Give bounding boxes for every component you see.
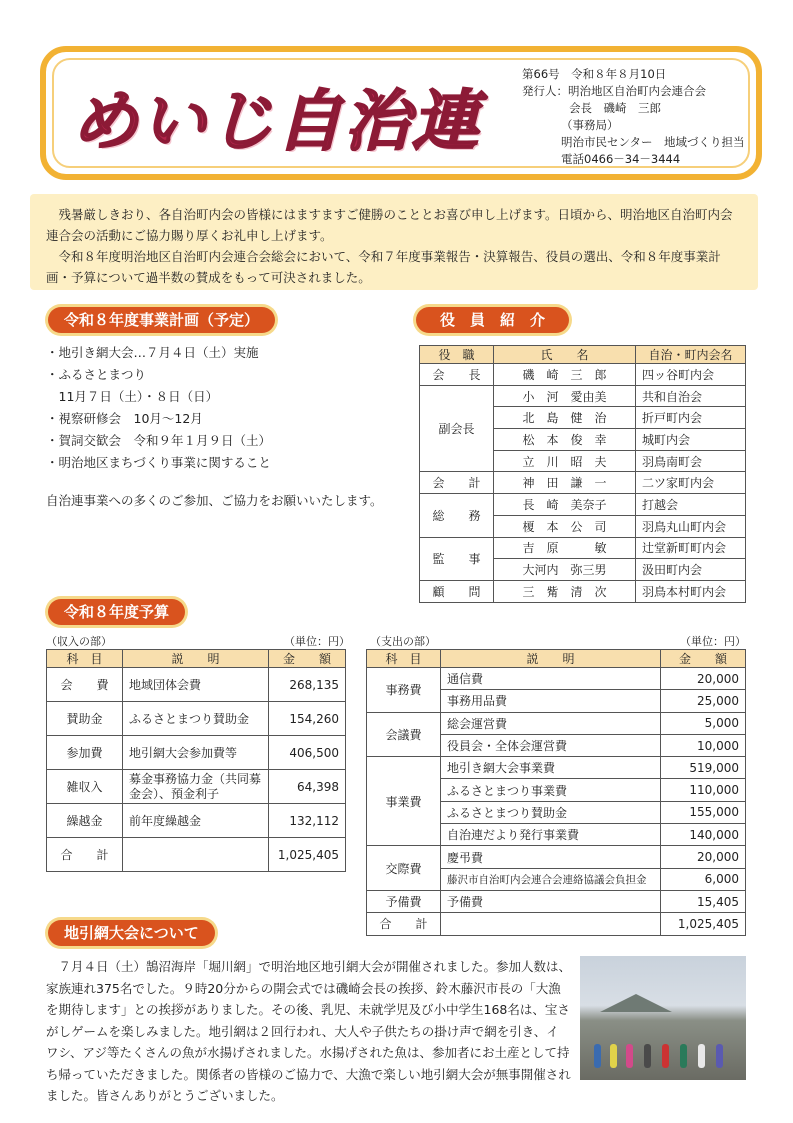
plan-item: ・明治地区まちづくり事業に関すること <box>46 455 271 470</box>
table-row <box>420 385 746 407</box>
col-item: 科 目 <box>367 650 441 668</box>
role-cell: 総 務 <box>420 494 494 537</box>
name-cell: 磯 崎 三 郎 <box>494 364 636 386</box>
office-center: 明治市民センター 地域づくり担当 <box>561 135 745 149</box>
assoc-cell: 汲田町内会 <box>636 559 746 581</box>
desc-cell: ふるさとまつり賛助金 <box>441 801 661 823</box>
amount-cell: 154,260 <box>269 702 346 736</box>
table-row <box>47 770 346 804</box>
plan-note: 自治連事業への多くのご参加、ご協力をお願いいたします。 <box>46 493 383 508</box>
table-row <box>420 494 746 516</box>
publisher: 明治地区自治町内会連合会 <box>568 84 706 98</box>
table-row <box>47 804 346 838</box>
table-row <box>420 472 746 494</box>
role-cell: 会 長 <box>420 364 494 386</box>
table-row <box>47 702 346 736</box>
expense-label: （支出の部） <box>370 635 436 648</box>
person-figure <box>698 1044 705 1068</box>
table-row <box>47 838 346 872</box>
expense-table <box>366 649 746 936</box>
table-row <box>367 712 746 734</box>
plan-item: ・賀詞交歓会 令和９年１月９日（土） <box>46 433 272 448</box>
income-unit: （単位：円） <box>284 635 350 648</box>
assoc-cell: 打越会 <box>636 494 746 516</box>
budget-heading: 令和８年度予算 <box>48 599 185 625</box>
intro-paragraph-1: 残暑厳しきおり、各自治町内会の皆様にはますますご健勝のこととお喜び申し上げます。日頃から、明治地区自治町内会連合会の活動にご協力賜り厚くお礼申し上げます。 <box>46 207 733 243</box>
col-item: 科 目 <box>47 650 123 668</box>
table-row <box>367 913 746 935</box>
person-figure <box>610 1044 617 1068</box>
total-amount: 1,025,405 <box>661 913 746 935</box>
desc-cell: ふるさとまつり賛助金 <box>123 702 269 736</box>
desc-cell <box>441 913 661 935</box>
plan-item: 11月７日（土）・８日（日） <box>46 389 219 404</box>
name-cell: 榎 本 公 司 <box>494 515 636 537</box>
item-cell: 参加費 <box>47 736 123 770</box>
officers-table <box>419 345 746 603</box>
item-cell: 事業費 <box>367 757 441 846</box>
table-row <box>420 580 746 602</box>
item-cell: 繰越金 <box>47 804 123 838</box>
item-cell: 賛助金 <box>47 702 123 736</box>
col-name: 氏 名 <box>494 346 636 364</box>
issue-number: 第66号 <box>522 67 560 81</box>
person-figure <box>644 1044 651 1068</box>
role-cell: 顧 問 <box>420 580 494 602</box>
assoc-cell: 羽鳥本村町内会 <box>636 580 746 602</box>
assoc-cell: 二ツ家町内会 <box>636 472 746 494</box>
col-desc: 説 明 <box>441 650 661 668</box>
plan-item: ・地引き網大会…７月４日（土）実施 <box>46 345 259 360</box>
col-desc: 説 明 <box>123 650 269 668</box>
name-cell: 立 川 昭 夫 <box>494 450 636 472</box>
total-amount: 1,025,405 <box>269 838 346 872</box>
assoc-cell: 四ッ谷町内会 <box>636 364 746 386</box>
desc-cell: 事務用品費 <box>441 690 661 712</box>
beach-photo <box>580 956 746 1080</box>
person-figure <box>626 1044 633 1068</box>
amount-cell: 155,000 <box>661 801 746 823</box>
name-cell: 神 田 謙 一 <box>494 472 636 494</box>
table-row <box>367 846 746 868</box>
plan-item: ・視察研修会 10月～12月 <box>46 411 203 426</box>
amount-cell: 10,000 <box>661 734 746 756</box>
plan-item: ・ふるさとまつり <box>46 367 147 382</box>
office: （事務局） <box>561 118 619 132</box>
item-cell: 予備費 <box>367 890 441 912</box>
desc-cell: 通信費 <box>441 668 661 690</box>
table-row <box>367 890 746 912</box>
intro-paragraph-2: 令和８年度明治地区自治町内会連合会総会において、令和７年度事業報告・決算報告、役員の選出、令和８年度事業計画・予算について過半数の賛成をもって可決されました。 <box>46 249 721 285</box>
total-label: 合 計 <box>367 913 441 935</box>
name-cell: 吉 原 敏 <box>494 537 636 559</box>
name-cell: 大河内 弥三男 <box>494 559 636 581</box>
name-cell: 小 河 愛由美 <box>494 385 636 407</box>
desc-cell: 地引網大会参加費等 <box>123 736 269 770</box>
name-cell: 三 觜 清 次 <box>494 580 636 602</box>
name-cell: 長 崎 美奈子 <box>494 494 636 516</box>
role-cell: 監 事 <box>420 537 494 580</box>
newsletter-logo: めいじ自治連 <box>72 83 480 160</box>
item-cell: 事務費 <box>367 668 441 713</box>
col-amount: 金 額 <box>269 650 346 668</box>
item-cell: 会 費 <box>47 668 123 702</box>
amount-cell: 110,000 <box>661 779 746 801</box>
assoc-cell: 共和自治会 <box>636 385 746 407</box>
item-cell: 交際費 <box>367 846 441 891</box>
person-figure <box>594 1044 601 1068</box>
amount-cell: 6,000 <box>661 868 746 890</box>
chair: 会長 磯崎 三郎 <box>569 101 661 115</box>
person-figure <box>662 1044 669 1068</box>
col-assoc: 自治・町内会名 <box>636 346 746 364</box>
assoc-cell: 羽鳥丸山町内会 <box>636 515 746 537</box>
table-row <box>367 757 746 779</box>
col-amount: 金 額 <box>661 650 746 668</box>
publisher-label: 発行人： <box>522 84 568 98</box>
assoc-cell: 羽鳥南町会 <box>636 450 746 472</box>
issue-date: 令和８年８月10日 <box>571 67 667 81</box>
office-phone: 電話0466－34－3444 <box>561 152 681 166</box>
name-cell: 北 島 健 治 <box>494 407 636 429</box>
masthead-info <box>522 66 745 168</box>
desc-cell: 募金事務協力金（共同募金会）、預金利子 <box>123 770 269 804</box>
amount-cell: 140,000 <box>661 824 746 846</box>
desc-cell: 藤沢市自治町内会連合会連絡協議会負担金 <box>441 868 661 890</box>
item-cell: 雑収入 <box>47 770 123 804</box>
assoc-cell: 折戸町内会 <box>636 407 746 429</box>
intro-box <box>30 194 758 290</box>
desc-cell: 慶弔費 <box>441 846 661 868</box>
total-label: 合 計 <box>47 838 123 872</box>
amount-cell: 20,000 <box>661 846 746 868</box>
table-row <box>47 736 346 770</box>
amount-cell: 519,000 <box>661 757 746 779</box>
report-heading: 地引網大会について <box>48 920 215 946</box>
plan-list <box>46 342 271 474</box>
table-row <box>367 668 746 690</box>
amount-cell: 268,135 <box>269 668 346 702</box>
income-table <box>46 649 346 872</box>
plan-heading: 令和８年度事業計画（予定） <box>48 307 275 333</box>
report-text: ７月４日（土）鵠沼海岸「堀川網」で明治地区地引網大会が開催されました。参加人数は、家族連れ375名でした。９時20分からの開会式では磯崎会長の挨拶、鈴木藤沢市長の「大漁を期待します」との挨拶がありました。その後、乳児、未就学児及び小中学生168名は、宝さがしゲームを楽しみました。地引網は２回行われ、大人や子供たちの掛け声で網を引き、イワシ、アジ等たくさんの魚が水揚げされました。水揚げされた魚は、参加者にお土産として持ち帰っていただきました。関係者の皆様のご協力で、大漁で楽しい地引網大会が無事開催されました。皆さんありがとうございました。 <box>46 959 572 1103</box>
role-cell: 副会長 <box>420 385 494 472</box>
desc-cell: 自治連だより発行事業費 <box>441 824 661 846</box>
amount-cell: 15,405 <box>661 890 746 912</box>
item-cell: 会議費 <box>367 712 441 757</box>
assoc-cell: 城町内会 <box>636 429 746 451</box>
desc-cell: 総会運営費 <box>441 712 661 734</box>
amount-cell: 25,000 <box>661 690 746 712</box>
person-figure <box>680 1044 687 1068</box>
desc-cell: 地域団体会費 <box>123 668 269 702</box>
desc-cell: 役員会・全体会運営費 <box>441 734 661 756</box>
name-cell: 松 本 俊 幸 <box>494 429 636 451</box>
person-figure <box>716 1044 723 1068</box>
table-row <box>47 668 346 702</box>
officers-heading: 役 員 紹 介 <box>416 307 569 333</box>
desc-cell: 予備費 <box>441 890 661 912</box>
amount-cell: 5,000 <box>661 712 746 734</box>
col-role: 役 職 <box>420 346 494 364</box>
desc-cell <box>123 838 269 872</box>
desc-cell: 地引き網大会事業費 <box>441 757 661 779</box>
amount-cell: 64,398 <box>269 770 346 804</box>
amount-cell: 20,000 <box>661 668 746 690</box>
table-row <box>420 537 746 559</box>
expense-unit: （単位：円） <box>680 635 746 648</box>
assoc-cell: 辻堂新町町内会 <box>636 537 746 559</box>
amount-cell: 406,500 <box>269 736 346 770</box>
role-cell: 会 計 <box>420 472 494 494</box>
desc-cell: 前年度繰越金 <box>123 804 269 838</box>
mountain-shape <box>600 994 672 1012</box>
income-label: （収入の部） <box>46 635 112 648</box>
desc-cell: ふるさとまつり事業費 <box>441 779 661 801</box>
amount-cell: 132,112 <box>269 804 346 838</box>
table-row <box>420 364 746 386</box>
